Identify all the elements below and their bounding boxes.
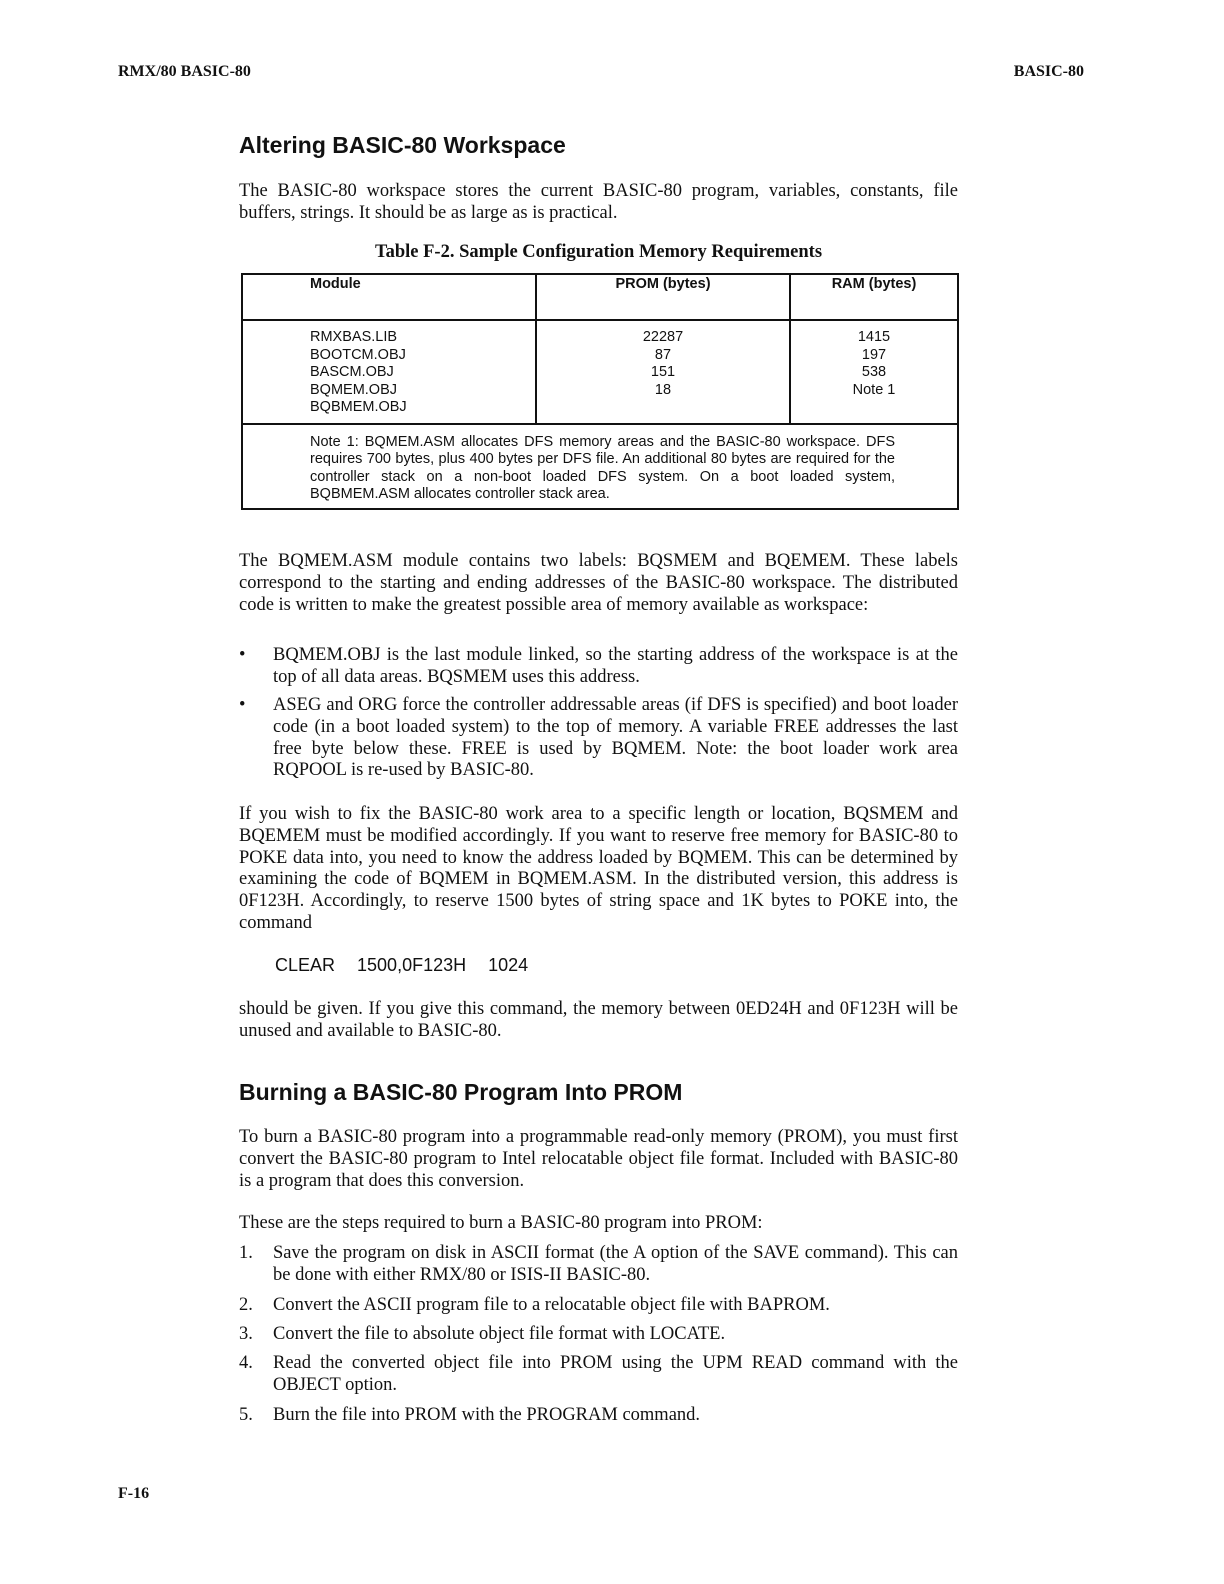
step-text: Save the program on disk in ASCII format (the A option of the SAVE command). This can be done with either RMX/80 or ISIS-II BASIC-80. — [273, 1243, 958, 1285]
column-header: PROM (bytes) — [536, 274, 790, 320]
step-number: 5. — [239, 1405, 253, 1425]
running-header-left: RMX/80 BASIC-80 — [118, 63, 251, 80]
table-note-row — [242, 424, 958, 509]
paragraph: The BQMEM.ASM module contains two labels: BQSMEM and BQEMEM. These labels correspond to the starting and ending addresses of the BASIC-80 workspace. The distributed code is written to make the greatest possible area of memory available as workspace: — [239, 551, 958, 615]
memory-requirements-table — [241, 273, 959, 510]
bullet-item — [239, 645, 958, 689]
bullet-text: ASEG and ORG force the controller addressable areas (if DFS is specified) and boot loader code (in a boot loaded system) to the top of memory. A variable FREE addresses the last free byte below these. FREE is used by BQMEM. Note: the boot loader work area RQPOOL is re-used by BASIC-80. — [273, 695, 958, 781]
step-item — [239, 1324, 958, 1346]
paragraph: The BASIC-80 workspace stores the current BASIC-80 program, variables, constants, file buffers, strings. It should be as large as is practical. — [239, 181, 958, 223]
ram-cell — [790, 320, 958, 424]
prom-value: 87 — [654, 346, 672, 363]
section-heading: Burning a BASIC-80 Program Into PROM — [239, 1079, 683, 1105]
bullet-icon: • — [239, 695, 246, 715]
paragraph: If you wish to fix the BASIC-80 work area to a specific length or location, BQSMEM and BQEMEM must be modified accordingly. If you want to reserve free memory for BASIC-80 to POKE data into, you need to know the address loaded by BQMEM. This can be determined by examining the code of BQMEM in BQMEM.ASM. In the distributed version, this address is 0F123H. Accordingly, to reserve 1500 bytes of string space and 1K bytes to POKE into, the command — [239, 804, 958, 933]
prom-value: 18 — [654, 381, 672, 398]
paragraph: should be given. If you give this command, the memory between 0ED24H and 0F123H will be unused and available to BASIC-80. — [239, 999, 958, 1041]
module-name: BOOTCM.OBJ — [310, 346, 406, 363]
table-header-row — [242, 274, 958, 320]
table-row — [242, 320, 958, 424]
step-text: Burn the file into PROM with the PROGRAM command. — [273, 1405, 701, 1425]
section-heading: Altering BASIC-80 Workspace — [239, 132, 566, 158]
ram-value: 1415 — [857, 329, 891, 345]
running-header-right: BASIC-80 — [1013, 63, 1084, 80]
ram-value: 197 — [861, 346, 887, 363]
step-number: 1. — [239, 1243, 253, 1263]
step-text: Read the converted object file into PROM using the UPM READ command with the OBJECT option. — [273, 1353, 958, 1395]
step-item — [239, 1295, 958, 1317]
module-name: BQMEM.OBJ — [310, 381, 398, 398]
bullet-icon: • — [239, 645, 246, 665]
table-caption: Table F-2. Sample Configuration Memory Requirements — [374, 242, 823, 262]
module-name: BASCM.OBJ — [310, 364, 394, 380]
ram-value: 538 — [861, 364, 887, 380]
prom-cell — [536, 320, 790, 424]
module-name: RMXBAS.LIB — [310, 329, 398, 345]
step-text: Convert the ASCII program file to a relocatable object file with BAPROM. — [273, 1295, 830, 1315]
bullet-text: BQMEM.OBJ is the last module linked, so the starting address of the workspace is at the top of all data areas. BQSMEM uses this address. — [273, 645, 958, 687]
ram-value: Note 1 — [852, 381, 896, 398]
table-note: Note 1: BQMEM.ASM allocates DFS memory areas and the BASIC-80 workspace. DFS requires 700 bytes, plus 400 bytes per DFS file. An additional 80 bytes are required for the controller stack on a non-boot loaded DFS system. On a boot loaded system, BQBMEM.ASM allocates controller stack area. — [242, 424, 958, 509]
column-header: Module — [242, 274, 536, 320]
step-number: 3. — [239, 1324, 253, 1344]
step-item — [239, 1243, 958, 1287]
paragraph: To burn a BASIC-80 program into a programmable read-only memory (PROM), you must first convert the BASIC-80 program to Intel relocatable object file format. Included with BASIC-80 is a program that does this conversion. — [239, 1127, 958, 1191]
step-item — [239, 1405, 958, 1427]
column-header: RAM (bytes) — [790, 274, 958, 320]
prom-value: 151 — [650, 364, 676, 380]
step-text: Convert the file to absolute object file format with LOCATE. — [273, 1324, 726, 1344]
bullet-item — [239, 695, 958, 782]
prom-value: 22287 — [642, 329, 684, 345]
step-number: 4. — [239, 1353, 253, 1373]
module-cell — [242, 320, 536, 424]
step-number: 2. — [239, 1295, 253, 1315]
command-example: CLEAR 1500,0F123H 1024 — [275, 955, 529, 975]
page-number: F-16 — [118, 1485, 150, 1502]
step-item — [239, 1353, 958, 1397]
module-name: BQBMEM.OBJ — [310, 399, 407, 415]
paragraph: These are the steps required to burn a BASIC-80 program into PROM: — [239, 1213, 763, 1233]
